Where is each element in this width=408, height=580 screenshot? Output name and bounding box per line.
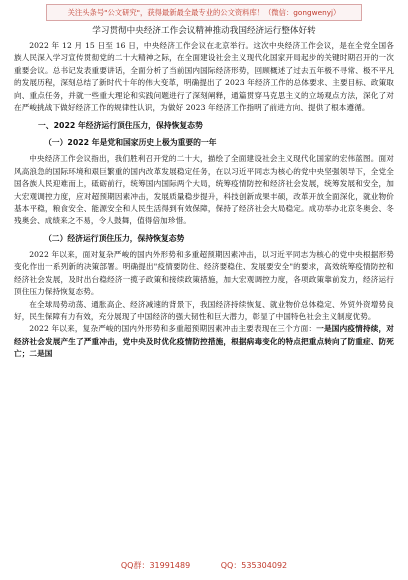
paragraph-4-bold-text: 一是国内疫情持续，对经济社会发展产生了严重冲击，党中央及时优化疫情防控措施，根据病毒变化的特点把重点转向了防重症、防死亡；二是国 [14,324,394,359]
paragraph-1: 中央经济工作会议指出，我们胜利召开党的二十大，描绘了全面建设社会主义现代化国家的宏伟蓝图。面对风高浪急的国际环境和艰巨繁重的国内改革发展稳定任务，在以习近平同志为核心的党中央坚强领导下，全党全国各族人民迎难而上，砥砺前行，统筹国内国际两个大局，统筹疫情防控和经济社会发展，统筹发展和安全，加大宏观调控力度，应对超预期因素冲击，发展质量稳步提升，科技创新成果丰硕，改革开放全面深化，就业物价基本平稳，粮食安全、能源安全和人民生活得到有效保障，保持了经济社会大局稳定。成功举办北京冬奥会、冬残奥会、成绩来之不易，令人鼓舞，值得倍加珍惜。 [14,154,394,226]
footer-qq: QQ：535304092 [220,561,288,570]
paragraph-3: 在全球局势动荡、通胀高企、经济减速的背景下，我国经济持续恢复、就业物价总体稳定、外贸外资增势良好，民生保障有力有效，充分展现了中国经济的强大韧性和巨大潜力，彰显了中国特色社会主义制度优势。 [14,299,394,321]
document-page [14,22,394,361]
promo-banner: 关注头条号"公文研究"，获得最新最全最专业的公文资料库！（微信：gongwenyj） [46,4,362,21]
document-title: 学习贯彻中央经济工作会议精神推动我国经济运行整体好转 [92,26,316,36]
paragraph-4 [14,323,394,360]
subsection-heading-2: （二）经济运行顶住压力，保持恢复态势 [44,233,185,243]
paragraph-4-text: 2022 年以来，复杂严峻的国内外形势和多重超预期因素冲击主要表现在三个方面： [29,324,317,334]
paragraph-2: 2022 年以来，面对复杂严峻的国内外形势和多重超预期因素冲击，以习近平同志为核心的党中央根据形势变化作出一系列新的决策部署。明确提出"疫情要防住、经济要稳住、发展要安全"的要求，高效统筹疫情防控和经济社会发展，及时出台稳经济一揽子政策和接续政策措施，加大宏观调控力度，各项政策靠前发力，经济运行顶住压力保持恢复态势。 [14,249,394,297]
subsection-heading-1: （一）2022 年是党和国家历史上极为重要的一年 [44,138,217,148]
footer-qq-group: QQ群：31991489 [120,561,191,570]
intro-paragraph: 2022 年 12 月 15 日至 16 日，中央经济工作会议在北京举行。这次中央经济工作会议，是在全党全国各族人民深入学习宣传贯彻党的二十大精神之际，在全面建设社会主义现代化国家开局起步的关键时期召开的一次重要会议。总书记发表重要讲话，全面分析了当前国内国际经济形势，回顾概述了过去五年极不寻常、极不平凡的发展历程，深刻总结了新时代十年的伟大变革，明确提出了 2023 年经济工作的总体要求、主要目标、政策取向、重点任务，并就一些重大理论和实践问题进行了深刻阐释，通篇贯穿马克思主义的立场观点方法，深化了对在严峻挑战下做好经济工作的规律性认识，为做好 2023 年经济工作指明了前进方向、提供了根本遵循。 [14,41,394,113]
footer [0,560,408,571]
section-heading-1: 一、2022 年经济运行顶住压力，保持恢复态势 [38,121,203,131]
